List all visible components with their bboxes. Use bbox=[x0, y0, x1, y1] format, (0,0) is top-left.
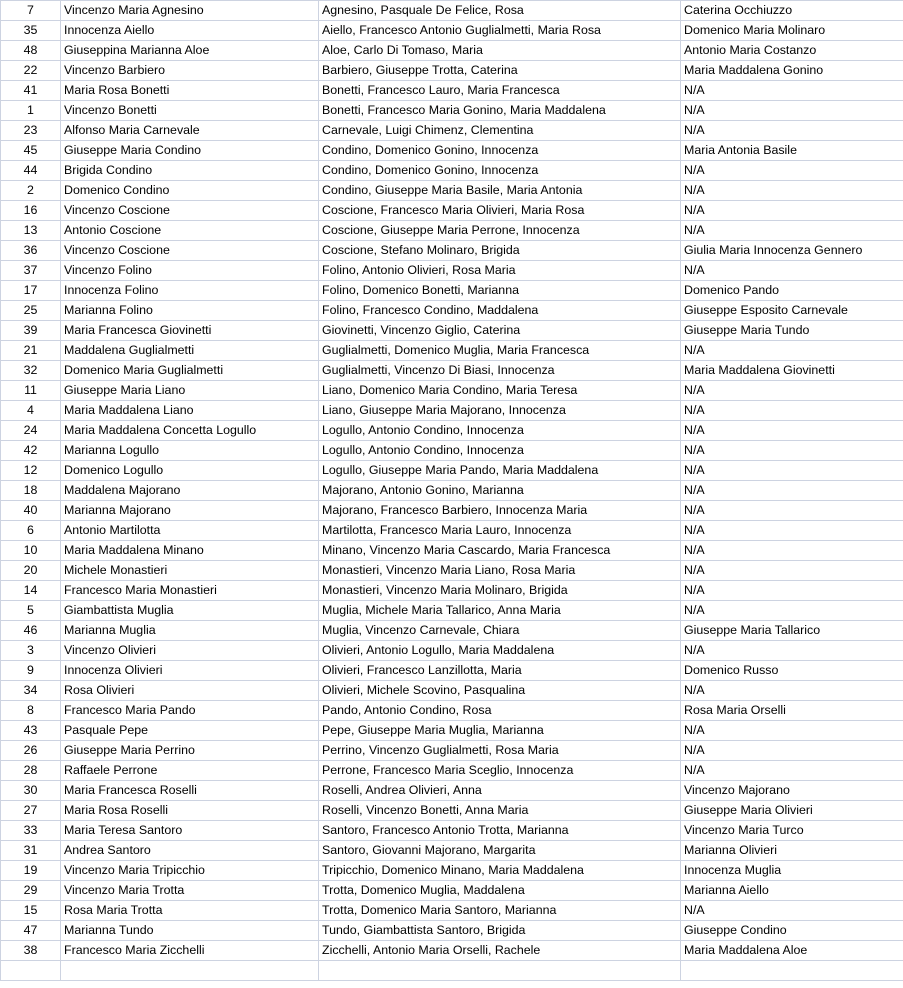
parents-cell[interactable]: Folino, Antonio Olivieri, Rosa Maria bbox=[319, 261, 681, 281]
spouse-cell[interactable]: N/A bbox=[681, 181, 903, 201]
id-cell[interactable]: 46 bbox=[1, 621, 61, 641]
parents-cell[interactable]: Perrino, Vincenzo Guglialmetti, Rosa Maria bbox=[319, 741, 681, 761]
table-row bbox=[1, 301, 903, 321]
table-row bbox=[1, 241, 903, 261]
table-row bbox=[1, 501, 903, 521]
name-cell[interactable]: Innocenza Folino bbox=[61, 281, 319, 301]
parents-cell[interactable]: Trotta, Domenico Muglia, Maddalena bbox=[319, 881, 681, 901]
empty-row bbox=[1, 961, 903, 981]
table-row bbox=[1, 561, 903, 581]
parents-cell[interactable]: Pando, Antonio Condino, Rosa bbox=[319, 701, 681, 721]
table-row bbox=[1, 101, 903, 121]
spouse-cell[interactable]: N/A bbox=[681, 741, 903, 761]
spouse-cell[interactable]: Innocenza Muglia bbox=[681, 861, 903, 881]
spouse-cell[interactable]: N/A bbox=[681, 521, 903, 541]
id-cell[interactable]: 20 bbox=[1, 561, 61, 581]
parents-cell[interactable]: Coscione, Francesco Maria Olivieri, Maria Rosa bbox=[319, 201, 681, 221]
id-cell[interactable]: 42 bbox=[1, 441, 61, 461]
table-row bbox=[1, 161, 903, 181]
spouse-cell[interactable]: Maria Antonia Basile bbox=[681, 141, 903, 161]
parents-cell[interactable]: Tripicchio, Domenico Minano, Maria Maddalena bbox=[319, 861, 681, 881]
name-cell[interactable]: Maria Rosa Bonetti bbox=[61, 81, 319, 101]
id-cell[interactable]: 48 bbox=[1, 41, 61, 61]
name-cell[interactable]: Francesco Maria Pando bbox=[61, 701, 319, 721]
parents-cell[interactable]: Monastieri, Vincenzo Maria Molinaro, Brigida bbox=[319, 581, 681, 601]
id-cell[interactable]: 8 bbox=[1, 701, 61, 721]
name-cell[interactable]: Giuseppina Marianna Aloe bbox=[61, 41, 319, 61]
id-cell[interactable]: 34 bbox=[1, 681, 61, 701]
name-cell[interactable]: Innocenza Olivieri bbox=[61, 661, 319, 681]
name-cell[interactable]: Maddalena Guglialmetti bbox=[61, 341, 319, 361]
parents-cell[interactable]: Majorano, Antonio Gonino, Marianna bbox=[319, 481, 681, 501]
id-cell[interactable]: 19 bbox=[1, 861, 61, 881]
spouse-cell[interactable]: N/A bbox=[681, 901, 903, 921]
id-cell[interactable]: 44 bbox=[1, 161, 61, 181]
table-row bbox=[1, 281, 903, 301]
spouse-cell[interactable]: N/A bbox=[681, 641, 903, 661]
name-cell[interactable]: Giuseppe Maria Liano bbox=[61, 381, 319, 401]
table-row bbox=[1, 481, 903, 501]
id-cell[interactable]: 7 bbox=[1, 1, 61, 21]
table-row bbox=[1, 521, 903, 541]
name-cell[interactable]: Maria Francesca Roselli bbox=[61, 781, 319, 801]
name-cell[interactable]: Maria Maddalena Liano bbox=[61, 401, 319, 421]
parents-cell[interactable]: Pepe, Giuseppe Maria Muglia, Marianna bbox=[319, 721, 681, 741]
name-cell[interactable]: Maria Maddalena Minano bbox=[61, 541, 319, 561]
table-row bbox=[1, 261, 903, 281]
spouse-cell[interactable]: Giuseppe Maria Olivieri bbox=[681, 801, 903, 821]
spouse-cell[interactable]: Maria Maddalena Giovinetti bbox=[681, 361, 903, 381]
empty-cell[interactable] bbox=[681, 961, 903, 981]
table-row bbox=[1, 681, 903, 701]
name-cell[interactable]: Marianna Tundo bbox=[61, 921, 319, 941]
spouse-cell[interactable]: N/A bbox=[681, 441, 903, 461]
id-cell[interactable]: 14 bbox=[1, 581, 61, 601]
table-row bbox=[1, 141, 903, 161]
parents-cell[interactable]: Carnevale, Luigi Chimenz, Clementina bbox=[319, 121, 681, 141]
name-cell[interactable]: Antonio Coscione bbox=[61, 221, 319, 241]
parents-cell[interactable]: Roselli, Andrea Olivieri, Anna bbox=[319, 781, 681, 801]
table-row bbox=[1, 881, 903, 901]
spouse-cell[interactable]: Giuseppe Condino bbox=[681, 921, 903, 941]
parents-cell[interactable]: Monastieri, Vincenzo Maria Liano, Rosa Maria bbox=[319, 561, 681, 581]
parents-cell[interactable]: Coscione, Giuseppe Maria Perrone, Innocenza bbox=[319, 221, 681, 241]
spouse-cell[interactable]: Vincenzo Maria Turco bbox=[681, 821, 903, 841]
parents-cell[interactable]: Condino, Giuseppe Maria Basile, Maria Antonia bbox=[319, 181, 681, 201]
name-cell[interactable]: Vincenzo Coscione bbox=[61, 201, 319, 221]
parents-cell[interactable]: Bonetti, Francesco Maria Gonino, Maria Maddalena bbox=[319, 101, 681, 121]
spouse-cell[interactable]: N/A bbox=[681, 261, 903, 281]
table-row bbox=[1, 201, 903, 221]
spouse-cell[interactable]: N/A bbox=[681, 541, 903, 561]
parents-cell[interactable]: Olivieri, Antonio Logullo, Maria Maddalena bbox=[319, 641, 681, 661]
name-cell[interactable]: Vincenzo Coscione bbox=[61, 241, 319, 261]
id-cell[interactable]: 12 bbox=[1, 461, 61, 481]
table-row bbox=[1, 121, 903, 141]
spouse-cell[interactable]: Maria Maddalena Gonino bbox=[681, 61, 903, 81]
table-row bbox=[1, 1, 903, 21]
id-cell[interactable]: 3 bbox=[1, 641, 61, 661]
name-cell[interactable]: Marianna Folino bbox=[61, 301, 319, 321]
spouse-cell[interactable]: Giulia Maria Innocenza Gennero bbox=[681, 241, 903, 261]
spouse-cell[interactable]: Domenico Maria Molinaro bbox=[681, 21, 903, 41]
spouse-cell[interactable]: Caterina Occhiuzzo bbox=[681, 1, 903, 21]
parents-cell[interactable]: Santoro, Francesco Antonio Trotta, Marianna bbox=[319, 821, 681, 841]
id-cell[interactable]: 4 bbox=[1, 401, 61, 421]
parents-cell[interactable]: Muglia, Vincenzo Carnevale, Chiara bbox=[319, 621, 681, 641]
name-cell[interactable]: Antonio Martilotta bbox=[61, 521, 319, 541]
spouse-cell[interactable]: N/A bbox=[681, 81, 903, 101]
id-cell[interactable]: 2 bbox=[1, 181, 61, 201]
id-cell[interactable]: 43 bbox=[1, 721, 61, 741]
spouse-cell[interactable]: N/A bbox=[681, 121, 903, 141]
id-cell[interactable]: 16 bbox=[1, 201, 61, 221]
parents-cell[interactable]: Olivieri, Francesco Lanzillotta, Maria bbox=[319, 661, 681, 681]
parents-cell[interactable]: Logullo, Antonio Condino, Innocenza bbox=[319, 421, 681, 441]
table-row bbox=[1, 361, 903, 381]
name-cell[interactable]: Andrea Santoro bbox=[61, 841, 319, 861]
name-cell[interactable]: Maria Rosa Roselli bbox=[61, 801, 319, 821]
spouse-cell[interactable]: N/A bbox=[681, 721, 903, 741]
id-cell[interactable]: 47 bbox=[1, 921, 61, 941]
name-cell[interactable]: Pasquale Pepe bbox=[61, 721, 319, 741]
parents-cell[interactable]: Bonetti, Francesco Lauro, Maria Francesca bbox=[319, 81, 681, 101]
spouse-cell[interactable]: N/A bbox=[681, 581, 903, 601]
name-cell[interactable]: Rosa Maria Trotta bbox=[61, 901, 319, 921]
parents-cell[interactable]: Tundo, Giambattista Santoro, Brigida bbox=[319, 921, 681, 941]
spouse-cell[interactable]: Antonio Maria Costanzo bbox=[681, 41, 903, 61]
name-cell[interactable]: Maria Francesca Giovinetti bbox=[61, 321, 319, 341]
spouse-cell[interactable]: N/A bbox=[681, 401, 903, 421]
table-row bbox=[1, 381, 903, 401]
table-row bbox=[1, 661, 903, 681]
table-row bbox=[1, 461, 903, 481]
name-cell[interactable]: Maddalena Majorano bbox=[61, 481, 319, 501]
spouse-cell[interactable]: N/A bbox=[681, 101, 903, 121]
empty-cell[interactable] bbox=[319, 961, 681, 981]
parents-cell[interactable]: Folino, Francesco Condino, Maddalena bbox=[319, 301, 681, 321]
table-row bbox=[1, 761, 903, 781]
spouse-cell[interactable]: Marianna Aiello bbox=[681, 881, 903, 901]
name-cell[interactable]: Vincenzo Barbiero bbox=[61, 61, 319, 81]
id-cell[interactable]: 5 bbox=[1, 601, 61, 621]
id-cell[interactable]: 18 bbox=[1, 481, 61, 501]
id-cell[interactable]: 35 bbox=[1, 21, 61, 41]
name-cell[interactable]: Vincenzo Maria Tripicchio bbox=[61, 861, 319, 881]
table-row bbox=[1, 541, 903, 561]
name-cell[interactable]: Vincenzo Bonetti bbox=[61, 101, 319, 121]
parents-cell[interactable]: Condino, Domenico Gonino, Innocenza bbox=[319, 141, 681, 161]
id-cell[interactable]: 25 bbox=[1, 301, 61, 321]
parents-cell[interactable]: Roselli, Vincenzo Bonetti, Anna Maria bbox=[319, 801, 681, 821]
spouse-cell[interactable]: N/A bbox=[681, 161, 903, 181]
parents-cell[interactable]: Logullo, Antonio Condino, Innocenza bbox=[319, 441, 681, 461]
id-cell[interactable]: 41 bbox=[1, 81, 61, 101]
parents-cell[interactable]: Guglialmetti, Vincenzo Di Biasi, Innocenza bbox=[319, 361, 681, 381]
parents-cell[interactable]: Perrone, Francesco Maria Sceglio, Innocenza bbox=[319, 761, 681, 781]
name-cell[interactable]: Rosa Olivieri bbox=[61, 681, 319, 701]
table-row bbox=[1, 601, 903, 621]
id-cell[interactable]: 23 bbox=[1, 121, 61, 141]
table-row bbox=[1, 861, 903, 881]
spouse-cell[interactable]: N/A bbox=[681, 221, 903, 241]
name-cell[interactable]: Alfonso Maria Carnevale bbox=[61, 121, 319, 141]
parents-cell[interactable]: Majorano, Francesco Barbiero, Innocenza Maria bbox=[319, 501, 681, 521]
id-cell[interactable]: 45 bbox=[1, 141, 61, 161]
spouse-cell[interactable]: N/A bbox=[681, 421, 903, 441]
name-cell[interactable]: Vincenzo Maria Trotta bbox=[61, 881, 319, 901]
grid-body bbox=[1, 1, 903, 981]
spouse-cell[interactable]: Domenico Pando bbox=[681, 281, 903, 301]
parents-cell[interactable]: Trotta, Domenico Maria Santoro, Marianna bbox=[319, 901, 681, 921]
table-row bbox=[1, 41, 903, 61]
spouse-cell[interactable]: N/A bbox=[681, 341, 903, 361]
id-cell[interactable]: 1 bbox=[1, 101, 61, 121]
id-cell[interactable]: 10 bbox=[1, 541, 61, 561]
spouse-cell[interactable]: Maria Maddalena Aloe bbox=[681, 941, 903, 961]
id-cell[interactable]: 29 bbox=[1, 881, 61, 901]
table-row bbox=[1, 21, 903, 41]
id-cell[interactable]: 38 bbox=[1, 941, 61, 961]
parents-cell[interactable]: Aloe, Carlo Di Tomaso, Maria bbox=[319, 41, 681, 61]
table-row bbox=[1, 641, 903, 661]
name-cell[interactable]: Maria Maddalena Concetta Logullo bbox=[61, 421, 319, 441]
id-cell[interactable]: 26 bbox=[1, 741, 61, 761]
name-cell[interactable]: Raffaele Perrone bbox=[61, 761, 319, 781]
parents-cell[interactable]: Agnesino, Pasquale De Felice, Rosa bbox=[319, 1, 681, 21]
parents-cell[interactable]: Minano, Vincenzo Maria Cascardo, Maria Francesca bbox=[319, 541, 681, 561]
parents-cell[interactable]: Zicchelli, Antonio Maria Orselli, Rachele bbox=[319, 941, 681, 961]
spouse-cell[interactable]: Marianna Olivieri bbox=[681, 841, 903, 861]
table-row bbox=[1, 921, 903, 941]
spouse-cell[interactable]: N/A bbox=[681, 501, 903, 521]
name-cell[interactable]: Vincenzo Maria Agnesino bbox=[61, 1, 319, 21]
table-row bbox=[1, 181, 903, 201]
parents-cell[interactable]: Liano, Domenico Maria Condino, Maria Teresa bbox=[319, 381, 681, 401]
id-cell[interactable]: 17 bbox=[1, 281, 61, 301]
name-cell[interactable]: Innocenza Aiello bbox=[61, 21, 319, 41]
parents-cell[interactable]: Santoro, Giovanni Majorano, Margarita bbox=[319, 841, 681, 861]
empty-cell[interactable] bbox=[61, 961, 319, 981]
table-row bbox=[1, 321, 903, 341]
table-row bbox=[1, 721, 903, 741]
spouse-cell[interactable]: Rosa Maria Orselli bbox=[681, 701, 903, 721]
table-row bbox=[1, 401, 903, 421]
table-row bbox=[1, 941, 903, 961]
parents-cell[interactable]: Coscione, Stefano Molinaro, Brigida bbox=[319, 241, 681, 261]
name-cell[interactable]: Giuseppe Maria Perrino bbox=[61, 741, 319, 761]
name-cell[interactable]: Marianna Muglia bbox=[61, 621, 319, 641]
name-cell[interactable]: Marianna Majorano bbox=[61, 501, 319, 521]
spouse-cell[interactable]: N/A bbox=[681, 461, 903, 481]
name-cell[interactable]: Vincenzo Olivieri bbox=[61, 641, 319, 661]
table-row bbox=[1, 621, 903, 641]
spouse-cell[interactable]: N/A bbox=[681, 481, 903, 501]
id-cell[interactable]: 33 bbox=[1, 821, 61, 841]
name-cell[interactable]: Francesco Maria Zicchelli bbox=[61, 941, 319, 961]
parents-cell[interactable]: Muglia, Michele Maria Tallarico, Anna Maria bbox=[319, 601, 681, 621]
id-cell[interactable]: 24 bbox=[1, 421, 61, 441]
name-cell[interactable]: Giuseppe Maria Condino bbox=[61, 141, 319, 161]
parents-cell[interactable]: Barbiero, Giuseppe Trotta, Caterina bbox=[319, 61, 681, 81]
empty-cell[interactable] bbox=[1, 961, 61, 981]
name-cell[interactable]: Maria Teresa Santoro bbox=[61, 821, 319, 841]
spouse-cell[interactable]: Domenico Russo bbox=[681, 661, 903, 681]
spouse-cell[interactable]: Giuseppe Esposito Carnevale bbox=[681, 301, 903, 321]
spouse-cell[interactable]: N/A bbox=[681, 201, 903, 221]
table-row bbox=[1, 901, 903, 921]
name-cell[interactable]: Vincenzo Folino bbox=[61, 261, 319, 281]
id-cell[interactable]: 32 bbox=[1, 361, 61, 381]
parents-cell[interactable]: Aiello, Francesco Antonio Guglialmetti, Maria Rosa bbox=[319, 21, 681, 41]
name-cell[interactable]: Francesco Maria Monastieri bbox=[61, 581, 319, 601]
table-row bbox=[1, 841, 903, 861]
id-cell[interactable]: 37 bbox=[1, 261, 61, 281]
table-row bbox=[1, 81, 903, 101]
table-row bbox=[1, 61, 903, 81]
parents-cell[interactable]: Martilotta, Francesco Maria Lauro, Innocenza bbox=[319, 521, 681, 541]
table-row bbox=[1, 801, 903, 821]
id-cell[interactable]: 28 bbox=[1, 761, 61, 781]
spouse-cell[interactable]: N/A bbox=[681, 761, 903, 781]
id-cell[interactable]: 30 bbox=[1, 781, 61, 801]
spouse-cell[interactable]: N/A bbox=[681, 381, 903, 401]
name-cell[interactable]: Marianna Logullo bbox=[61, 441, 319, 461]
id-cell[interactable]: 11 bbox=[1, 381, 61, 401]
id-cell[interactable]: 40 bbox=[1, 501, 61, 521]
table-row bbox=[1, 441, 903, 461]
id-cell[interactable]: 22 bbox=[1, 61, 61, 81]
id-cell[interactable]: 31 bbox=[1, 841, 61, 861]
parents-cell[interactable]: Guglialmetti, Domenico Muglia, Maria Francesca bbox=[319, 341, 681, 361]
name-cell[interactable]: Brigida Condino bbox=[61, 161, 319, 181]
spouse-cell[interactable]: N/A bbox=[681, 681, 903, 701]
spouse-cell[interactable]: N/A bbox=[681, 561, 903, 581]
id-cell[interactable]: 36 bbox=[1, 241, 61, 261]
name-cell[interactable]: Domenico Maria Guglialmetti bbox=[61, 361, 319, 381]
parents-cell[interactable]: Olivieri, Michele Scovino, Pasqualina bbox=[319, 681, 681, 701]
table-row bbox=[1, 581, 903, 601]
name-cell[interactable]: Michele Monastieri bbox=[61, 561, 319, 581]
parents-cell[interactable]: Giovinetti, Vincenzo Giglio, Caterina bbox=[319, 321, 681, 341]
table-row bbox=[1, 741, 903, 761]
id-cell[interactable]: 27 bbox=[1, 801, 61, 821]
id-cell[interactable]: 39 bbox=[1, 321, 61, 341]
table-row bbox=[1, 221, 903, 241]
table-row bbox=[1, 341, 903, 361]
id-cell[interactable]: 21 bbox=[1, 341, 61, 361]
table-row bbox=[1, 421, 903, 441]
name-cell[interactable]: Domenico Condino bbox=[61, 181, 319, 201]
parents-cell[interactable]: Liano, Giuseppe Maria Majorano, Innocenza bbox=[319, 401, 681, 421]
spouse-cell[interactable]: N/A bbox=[681, 601, 903, 621]
spouse-cell[interactable]: Giuseppe Maria Tallarico bbox=[681, 621, 903, 641]
table-row bbox=[1, 701, 903, 721]
spouse-cell[interactable]: Giuseppe Maria Tundo bbox=[681, 321, 903, 341]
spouse-cell[interactable]: Vincenzo Majorano bbox=[681, 781, 903, 801]
parents-cell[interactable]: Folino, Domenico Bonetti, Marianna bbox=[319, 281, 681, 301]
id-cell[interactable]: 15 bbox=[1, 901, 61, 921]
table-row bbox=[1, 821, 903, 841]
table-row bbox=[1, 781, 903, 801]
parents-cell[interactable]: Condino, Domenico Gonino, Innocenza bbox=[319, 161, 681, 181]
name-cell[interactable]: Giambattista Muglia bbox=[61, 601, 319, 621]
id-cell[interactable]: 6 bbox=[1, 521, 61, 541]
id-cell[interactable]: 9 bbox=[1, 661, 61, 681]
name-cell[interactable]: Domenico Logullo bbox=[61, 461, 319, 481]
parents-cell[interactable]: Logullo, Giuseppe Maria Pando, Maria Maddalena bbox=[319, 461, 681, 481]
id-cell[interactable]: 13 bbox=[1, 221, 61, 241]
